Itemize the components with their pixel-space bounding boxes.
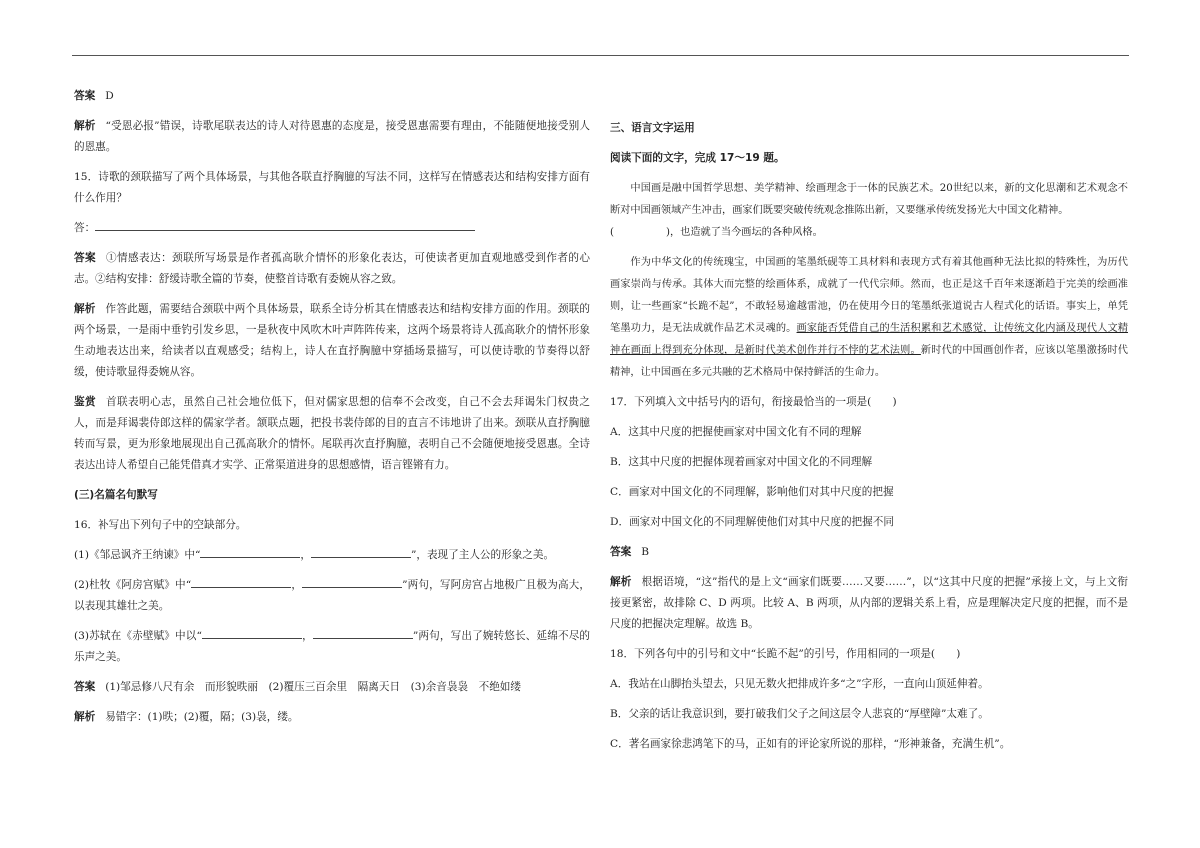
- section-heading: 三、语言文字运用: [610, 122, 695, 134]
- answer-value: D: [105, 90, 114, 102]
- answer-label: 答案: [74, 252, 97, 264]
- passage-text: 中国画是融中国哲学思想、美学精神、绘画理念于一体的民族艺术。20世纪以来，新的文化思潮和艺术观念不断对中国画领域产生冲击，画家们既要突破传统观念推陈出新，又要继承传统发扬光大中国文化精神。: [610, 183, 1128, 216]
- question-17: 17．下列填入文中括号内的语句，衔接最恰当的一项是( ): [610, 396, 897, 408]
- paren-open: (: [610, 227, 614, 238]
- option-17-b[interactable]: B．这其中尺度的把握体现着画家对中国文化的不同理解: [610, 456, 873, 468]
- answer-15: [74, 248, 590, 290]
- answer-prompt: 答：: [74, 222, 96, 234]
- reading-intro: 阅读下面的文字，完成 17～19 题。: [610, 152, 785, 164]
- fill-text: ”，表现了主人公的形象之美。: [410, 549, 555, 561]
- answer-label: 答案: [74, 681, 96, 693]
- answer-label: 答案: [74, 90, 96, 102]
- analysis-text: 作答此题，需要结合颈联中两个具体场景，联系全诗分析其在情感表达和结构安排方面的作用。颈联的两个场景，一是雨中垂钓引发乡思，一是秋夜中风吹木叶声阵阵传来，这两个场景将诗人孤高耿介的情怀形象生动地表达出来，给读者以直观感受；结构上，诗人在直抒胸臆中穿插场景描写，可以使诗歌的节奏得以舒缓，使诗歌显得委婉从容。: [74, 303, 591, 378]
- analysis-label: 解析: [74, 120, 96, 132]
- answer-blank[interactable]: [95, 219, 475, 231]
- fill-text: ，: [300, 549, 311, 561]
- fill-text: ”两句，写出了婉转悠长、延绵不尽的乐声之美。: [74, 630, 591, 663]
- analysis-label: 解析: [610, 576, 632, 588]
- passage-text: 作为中华文化的传统瑰宝，中国画的笔墨纸砚等工具材料和表现方式有着其他画种无法比拟的特殊性，为历代画家崇尚与传承。其体大而完整的绘画体系，成就了一代代宗师。然而，也正是这千百年来逐渐趋于完美的绘画准则，让一些画家“长跪不起”，不敢轻易逾越雷池，仍在使用今日的笔墨纸张道说古人程式化的话语。事实上，单凭笔墨功力，是无法成就作品艺术灵魂的。: [610, 257, 1128, 334]
- analysis-label: 解析: [74, 303, 96, 315]
- fill-blank[interactable]: [311, 546, 411, 558]
- answer-16: [74, 677, 590, 698]
- answer-label: 答案: [610, 546, 632, 558]
- passage-text: 新时代的中国画创作者，应该以笔墨激扬时代精神，让中国画在多元共融的艺术格局中保持鲜活的生命力。: [610, 345, 1128, 378]
- right-column: [610, 118, 1128, 764]
- analysis-text: “受恩必报”错误，诗歌尾联表达的诗人对待恩惠的态度是，接受恩惠需要有理由，不能随便地接受别人的恩惠。: [74, 120, 591, 153]
- analysis-17: [610, 572, 1128, 635]
- analysis-text: 易错字：(1)昳；(2)覆，隔；(3)袅，缕。: [105, 711, 299, 723]
- question-16-1: [74, 545, 590, 566]
- fill-text: ”两句，写阿房宫占地极广且极为高大，以表现其雄壮之美。: [74, 579, 591, 612]
- answer-text: (1)邹忌修八尺有余 而形貌昳丽 (2)覆压三百余里 隔离天日 (3)余音袅袅 不绝如缕: [105, 681, 521, 693]
- appreciation-label: 鉴赏: [74, 396, 97, 408]
- analysis-label: 解析: [74, 711, 96, 723]
- fill-blank[interactable]: [302, 576, 402, 588]
- option-17-c[interactable]: C．画家对中国文化的不同理解，影响他们对其中尺度的把握: [610, 486, 894, 498]
- answer-line-15: [74, 218, 590, 239]
- option-18-b[interactable]: B．父亲的话让我意识到，要打破我们父子之间这层令人悲哀的“厚壁障”太难了。: [610, 708, 989, 720]
- header-rule: [72, 55, 1129, 56]
- fill-text: (3)苏轼在《赤壁赋》中以“: [74, 630, 202, 642]
- fill-text: (2)杜牧《阿房宫赋》中“: [74, 579, 192, 591]
- section-heading-3: (三)名篇名句默写: [74, 489, 158, 501]
- question-15: 15．诗歌的颈联描写了两个具体场景，与其他各联直抒胸臆的写法不同，这样写在情感表达和结构安排方面有什么作用？: [74, 171, 590, 204]
- passage-paragraph-1: [610, 178, 1128, 244]
- question-18: 18．下列各句中的引号和文中“长跪不起”的引号，作用相同的一项是( ): [610, 648, 961, 660]
- option-18-c[interactable]: C．著名画家徐悲鸿笔下的马，正如有的评论家所说的那样，“形神兼备，充满生机”。: [610, 738, 1011, 750]
- fill-blank[interactable]: [313, 627, 413, 639]
- fill-blank[interactable]: [191, 576, 291, 588]
- fill-blank[interactable]: [200, 546, 300, 558]
- analysis-text: 根据语境，“这”指代的是上文“画家们既要……又要……”，以“这其中尺度的把握”承接上文，与上文衔接更紧密，故排除 C、D 两项。比较 A、B 两项，从内部的逻辑关系上看，应是理解决定尺度的把握，而不是尺度的把握决定理解。故选 B。: [610, 576, 1129, 630]
- answer-value: B: [641, 546, 649, 558]
- analysis-16: [74, 707, 590, 728]
- option-18-a[interactable]: A．我站在山脚抬头望去，只见无数火把排成许多“之”字形，一直向山顶延伸着。: [610, 678, 989, 690]
- appreciation-text: 首联表明心志，虽然自己社会地位低下，但对儒家思想的信奉不会改变，自己不会去拜谒朱门权贵之人，而是拜谒裴侍郎这样的儒家学者。颔联点题，把投书裴侍郎的目的直言不讳地讲了出来。颈联从直抒胸臆转而写景，更为形象地展现出自己孤高耿介的情怀。尾联再次直抒胸臆，表明自己不会随便地接受恩惠。全诗表达出诗人希望自己能凭借真才实学、正常渠道进身的思想感情，语言铿锵有力。: [74, 396, 591, 471]
- appreciation: [74, 392, 590, 476]
- answer-14: [74, 86, 590, 107]
- answer-text: ①情感表达：颈联所写场景是作者孤高耿介情怀的形象化表达，可使读者更加直观地感受到作者的心志。②结构安排：舒缓诗歌全篇的节奏，使整首诗歌有委婉从容之致。: [74, 252, 591, 285]
- analysis-14: [74, 116, 590, 158]
- fill-blank[interactable]: [202, 627, 302, 639]
- question-16-3: [74, 626, 590, 668]
- fill-text: ，: [291, 579, 303, 591]
- fill-text: ，: [301, 630, 313, 642]
- question-16: 16．补写出下列句子中的空缺部分。: [74, 519, 247, 531]
- question-16-2: [74, 575, 590, 617]
- left-column: [74, 86, 590, 737]
- answer-17: [610, 542, 1128, 563]
- passage-paragraph-2: [610, 252, 1128, 384]
- option-17-d[interactable]: D．画家对中国文化的不同理解使他们对其中尺度的把握不同: [610, 516, 894, 528]
- underlined-sentence: 画家能否凭借自己的生活积累和艺术感觉，让传统文化内涵及现代人文精神在画面上得到充分体现，是新时代美术创作并行不悖的艺术法则。: [610, 323, 1129, 356]
- option-17-a[interactable]: A．这其中尺度的把握使画家对中国文化有不同的理解: [610, 426, 862, 438]
- fill-text: (1)《邹忌讽齐王纳谏》中“: [74, 549, 201, 561]
- analysis-15: [74, 299, 590, 383]
- passage-text: )，也造就了当今画坛的各种风格。: [665, 227, 823, 238]
